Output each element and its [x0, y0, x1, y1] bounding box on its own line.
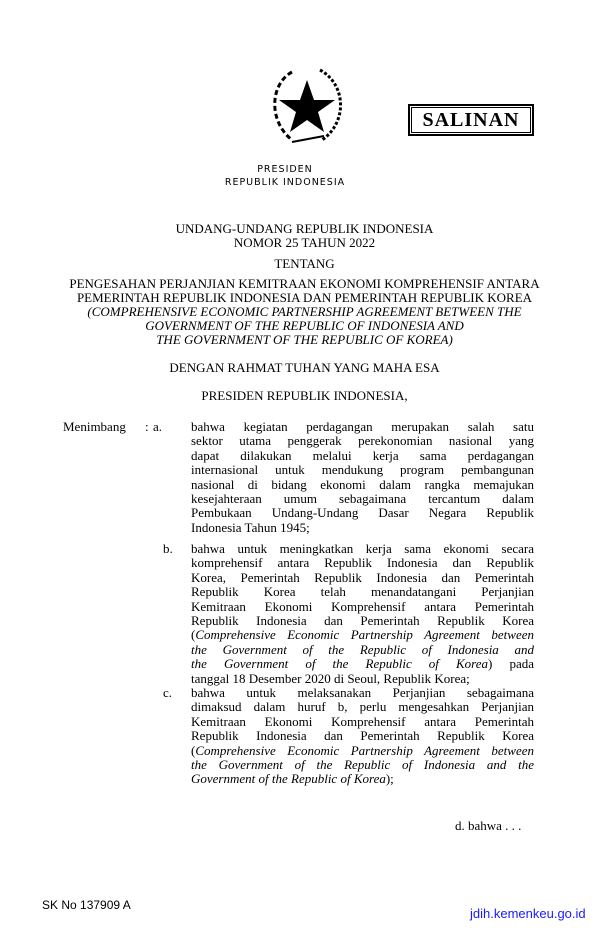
- text-span: bahwa kegiatan perdagangan merupakan salah satu: [191, 419, 534, 434]
- subject-line: GOVERNMENT OF THE REPUBLIC OF INDONESIA AND: [145, 318, 464, 333]
- text-span: Government of the Republic of Korea: [191, 771, 386, 787]
- text-span: komprehensif antara Republik Indonesia dan Republik: [191, 555, 534, 571]
- text-span: Kemitraan Ekonomi Komprehensif antara Pemerintah: [191, 598, 534, 614]
- subject-line: (COMPREHENSIVE ECONOMIC PARTNERSHIP AGREEMENT BETWEEN THE: [87, 304, 522, 319]
- text-line: [191, 420, 534, 434]
- text-line: [191, 449, 534, 463]
- text-span: (: [191, 742, 196, 758]
- text-line: [191, 463, 534, 477]
- text-line: [191, 478, 534, 492]
- text-span: dapat dilakukan melalui kerja sama perdagangan: [191, 447, 534, 463]
- text-span: the Government of the Republic of Indonesia and: [191, 641, 534, 657]
- garuda-emblem-icon: [262, 66, 352, 148]
- text-span: Pembukaan Undang-Undang Dasar Negara Republik: [191, 505, 534, 521]
- text-line: [191, 729, 534, 743]
- text-line: [191, 585, 534, 599]
- item-label: b.: [163, 541, 173, 556]
- text-span: ) pada: [488, 656, 534, 672]
- item-label: c.: [163, 685, 173, 700]
- text-line: [191, 600, 534, 614]
- text-line: [191, 614, 534, 628]
- law-title: UNDANG-UNDANG REPUBLIK INDONESIA: [175, 221, 434, 236]
- text-span: Republik Indonesia dan Pemerintah Republik Korea: [191, 728, 534, 744]
- tentang-label: TENTANG: [274, 256, 335, 271]
- item-label: a.: [153, 419, 163, 434]
- text-line: [191, 628, 534, 642]
- text-span: kesejahteraan umum sebagaimana tercantum dalam: [191, 490, 534, 506]
- header-presiden: PRESIDEN: [257, 164, 313, 175]
- text-line: [191, 556, 534, 570]
- text-span: Kemitraan Ekonomi Komprehensif antara Pemerintah: [191, 713, 534, 729]
- text-span: tanggal 18 Desember 2020 di Seoul, Republik Korea;: [191, 670, 470, 686]
- text-line: [191, 686, 534, 700]
- source-link[interactable]: jdih.kemenkeu.go.id: [470, 906, 586, 921]
- text-line: [191, 672, 534, 686]
- presiden-line: PRESIDEN REPUBLIK INDONESIA,: [201, 388, 408, 403]
- text-span: Comprehensive Economic Partnership Agreement between: [195, 627, 534, 643]
- text-line: [191, 521, 534, 535]
- text-span: Republik Indonesia dan Pemerintah Republik Korea: [191, 612, 534, 628]
- text-span: Korea, Pemerintah Republik Indonesia dan Pemerintah: [191, 569, 534, 585]
- text-span: bahwa untuk melaksanakan Perjanjian sebagaimana: [191, 685, 534, 700]
- text-line: [191, 715, 534, 729]
- text-span: bahwa untuk meningkatkan kerja sama ekonomi secara: [191, 541, 534, 556]
- text-line: [191, 506, 534, 520]
- text-line: [191, 744, 534, 758]
- text-span: dimaksud dalam huruf b, perlu mengesahkan Perjanjian: [191, 699, 534, 715]
- colon: :: [145, 419, 149, 434]
- rahmat-line: DENGAN RAHMAT TUHAN YANG MAHA ESA: [169, 360, 440, 375]
- text-line: [191, 542, 534, 556]
- text-line: [191, 700, 534, 714]
- text-line: [191, 758, 534, 772]
- text-span: nasional di bidang ekonomi dalam rangka memajukan: [191, 476, 534, 492]
- text-line: [191, 657, 534, 671]
- text-span: Comprehensive Economic Partnership Agreement between: [195, 742, 534, 758]
- text-line: [191, 643, 534, 657]
- subject-line: THE GOVERNMENT OF THE REPUBLIC OF KOREA): [156, 332, 453, 347]
- text-span: internasional untuk mendukung program pembangunan: [191, 462, 534, 478]
- text-span: the Government of the Republic of Indonesia and the: [191, 756, 534, 772]
- consideration-item: [191, 542, 534, 686]
- subject-line: PEMERINTAH REPUBLIK INDONESIA DAN PEMERINTAH REPUBLIK KOREA: [76, 290, 533, 305]
- subject-line: PENGESAHAN PERJANJIAN KEMITRAAN EKONOMI KOMPREHENSIF ANTARA: [69, 276, 540, 291]
- text-line: [191, 492, 534, 506]
- text-line: [191, 571, 534, 585]
- text-line: [191, 772, 534, 786]
- salinan-stamp: SALINAN: [408, 104, 534, 136]
- sk-number: SK No 137909 A: [42, 898, 131, 912]
- text-span: );: [385, 771, 394, 787]
- header-republik: REPUBLIK INDONESIA: [224, 177, 346, 188]
- text-span: the Government of the Republic of Korea: [191, 656, 489, 672]
- text-span: (: [191, 627, 196, 643]
- text-span: Indonesia Tahun 1945;: [191, 519, 310, 535]
- menimbang-label: Menimbang: [63, 419, 126, 434]
- text-span: sektor utama penggerak perekonomian nasional yang: [191, 433, 534, 449]
- consideration-item: [191, 420, 534, 535]
- consideration-item: [191, 686, 534, 787]
- continuation-marker: d. bahwa . . .: [455, 818, 522, 833]
- law-number: NOMOR 25 TAHUN 2022: [233, 235, 376, 250]
- text-line: [191, 434, 534, 448]
- text-span: Republik Korea telah menandatangani Perjanjian: [191, 584, 534, 600]
